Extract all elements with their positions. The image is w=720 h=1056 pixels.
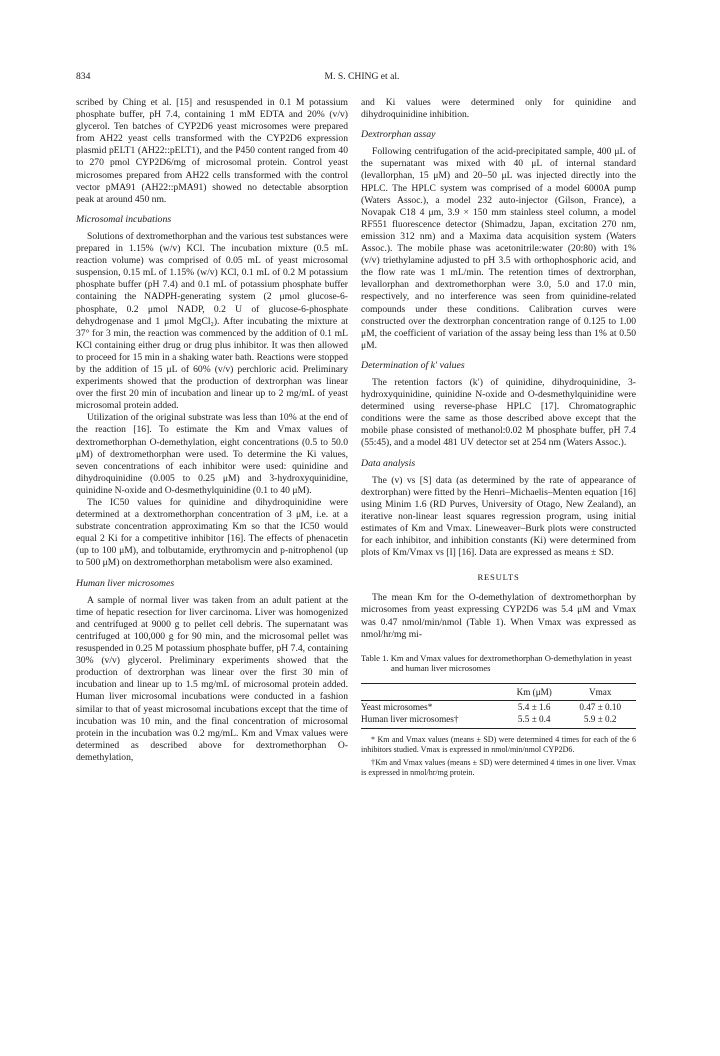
kinetics-table (361, 683, 636, 729)
paragraph: A sample of normal liver was taken from an adult patient at the time of hepatic resection for liver carcinoma. Liver was homogenized and centrifuged at 9000 g to pellet cell debris. The supernatant was centrifuged at 100,000 g for 90 min, and the microsomal pellet was resuspended in 0.25 M potassium phosphate buffer, pH 7.4, containing 30% (v/v) glycerol. Preliminary experiments showed that the production of dextrorphan was linear over the first 30 min of incubation and linear up to 1.5 mg/mL of microsomal protein added. Human liver microsomal incubations were conducted in a fashion similar to that of yeast microsomal incubations except that the time of incubation was 10 min, and the final concentration of microsomal protein in the incubation was 0.2 mg/mL. Km and Vmax values were determined as described above for dextromethorphan O-demethylation, (76, 594, 348, 763)
table-cell: 5.5 ± 0.4 (504, 713, 564, 728)
section-heading-dextrorphan-assay: Dextrorphan assay (361, 129, 436, 141)
table-header-cell: Vmax (564, 683, 636, 700)
paragraph: Following centrifugation of the acid-precipitated sample, 400 μL of the supernatant was mixed with 40 μL of internal standard (levallorphan, 15 μM) and 20–50 μL was injected directly into the HPLC. The HPLC system was comprised of a model 6000A pump (Waters Assoc.), a model 232 auto-injector (Gilson, France), a Novapak C18 4 μm, 3.9 × 150 mm stainless steel column, a model RF551 fluorescence detector (Shimadzu, Japan, excitation 270 nm, emission 312 nm) and a Maxima data acquisition system (Waters Assoc.). The mobile phase was acetonitrile:water (20:80) with 1% (v/v) triethylamine adjusted to pH 3.5 with orthophosphoric acid, and the flow rate was 1 mL/min. The retention times of dextrorphan, levallorphan and dextromethorphan were 3.0, 5.0 and 17.0 min, respectively, and no interference was seen from quinidine-related compounds under these conditions. Calibration curves were constructed over the dextrorphan concentration range of 0.125 to 1.00 μM, the coefficient of variation of the assay being less than 1% at 0.50 μM. (361, 146, 636, 351)
paragraph: and Ki values were determined only for quinidine and dihydroquinidine inhibition. (361, 97, 636, 121)
table-header-cell (361, 683, 504, 700)
paragraph: The IC50 values for quinidine and dihydroquinidine were determined at a dextromethorphan concentration of 3 μM, i.e. at a substrate concentration approximating Km so that the IC50 would equal 2 Ki for a competitive inhibitor [16]. The effects of phenacetin (up to 100 μM), and tolbutamide, erythromycin and p-nitrophenol (up to 500 μM) on dextromethorphan metabolism were also examined. (76, 497, 348, 569)
paragraph: scribed by Ching et al. [15] and resuspended in 0.1 M potassium phosphate buffer, pH 7.4, containing 1 mM EDTA and 20% (v/v) glycerol. Ten batches of CYP2D6 yeast microsomes were prepared from AH22 yeast cells transformed with the CYP2D6 expression plasmid pELT1 (AH22::pELT1), and the P450 content ranged from 40 to 270 pmol CYP2D6/mg of microsomal protein. Control yeast microsomes prepared from AH22 cells transformed with the control vector pMA91 (AH22::pMA91) showed no detectable absorption peak at around 450 nm. (76, 97, 348, 205)
section-heading-results: RESULTS (477, 572, 520, 583)
table-cell: 5.4 ± 1.6 (517, 701, 551, 712)
paragraph: The retention factors (k′) of quinidine, dihydroquinidine, 3-hydroxyquinidine, quinidine N-oxide and O-desmethylquinidine were determined using reverse-phase HPLC [17]. Chromatographic conditions were the same as those described above except that the mobile phase consisted of methanol:0.02 M phosphate buffer, pH 7.4 (55:45), and a model 481 UV detector set at 254 nm (Waters Assoc.). (361, 376, 636, 449)
section-heading-microsomal-incubations: Microsomal incubations (76, 213, 172, 225)
section-heading-k-prime: Determination of k′ values (361, 359, 465, 371)
table-row (361, 713, 636, 728)
table-cell: 0.47 ± 0.10 (579, 701, 622, 712)
right-column (361, 97, 636, 779)
paragraph: Utilization of the original substrate was less than 10% at the end of the reaction [16]. To estimate the Km and Vmax values of dextromethorphan O-demethylation, eight concentrations (0.5 to 50.0 μM) of dextromethorphan were used. To determine the Ki values, seven concentrations of each inhibitor were used: quinidine and dihydroquinidine (0.005 to 0.25 μM) and 3-hydroxyquinidine, quinidine N-oxide and O-desmethylquinidine (0.1 to 40 μM). (76, 412, 348, 496)
table-cell: Yeast microsomes* (361, 701, 433, 712)
section-heading-data-analysis: Data analysis (361, 457, 416, 469)
running-head: M. S. CHING et al. (324, 71, 400, 82)
section-heading-human-liver-microsomes: Human liver microsomes (76, 577, 175, 589)
table-1 (361, 653, 636, 779)
paragraph: The mean Km for the O-demethylation of dextromethorphan by microsomes from yeast expressing CYP2D6 was 5.4 μM and Vmax was 0.47 nmol/min/nmol (Table 1). When Vmax was expressed as nmol/hr/mg mi- (361, 592, 636, 640)
table-header-cell: Km (μM) (504, 683, 564, 700)
page-header (76, 71, 648, 85)
table-header-row (361, 683, 636, 700)
table-cell: 5.9 ± 0.2 (564, 713, 636, 728)
left-column (76, 97, 348, 764)
table-cell: Human liver microsomes† (361, 713, 504, 728)
page-number: 834 (76, 71, 91, 82)
table-caption: Table 1. Km and Vmax values for dextromethorphan O-demethylation in yeast and human liver microsomes (361, 652, 632, 674)
table-footnote: * Km and Vmax values (means ± SD) were determined 4 times for each of the 6 inhibitors studied. Vmax is expressed in nmol/min/nmol CYP2D6. (361, 734, 636, 754)
paragraph: Solutions of dextromethorphan and the various test substances were prepared in 1.15% (w/v) KCl. The incubation mixture (0.5 mL reaction volume) was comprised of 0.05 mL of yeast microsomal suspension, 0.15 mL of 1.15% (w/v) KCl, 0.1 mL of 0.2 M potassium phosphate buffer (pH 7.4) and 0.1 mL of potassium phosphate buffer containing the NADPH-generating system (2 μmol glucose-6-phosphate, 0.2 μmol NADP, 0.2 U of glucose-6-phosphate dehydrogenase and 1 μmol MgCl₂). After incubating the mixture at 37° for 3 min, the reaction was commenced by the addition of 0.1 mL KCl containing either drug or drug plus inhibitor. It was then allowed to proceed for 15 min in a shaking water bath. Reactions were stopped by the addition of 15 μL of 60% (v/v) perchloric acid. Preliminary experiments showed that the production of dextrorphan was linear over the first 20 min of incubation and linear up to 2 mg/mL of yeast microsomal protein added. (76, 230, 348, 412)
paragraph: The (v) vs [S] data (as determined by the rate of appearance of dextrorphan) were fitted by the Henri–Michaelis–Menten equation [16] using Minim 1.6 (RD Purves, University of Otago, New Zealand), an iterative non-linear least squares regression program, using initial estimates of Km and Vmax. Lineweaver–Burk plots were constructed for each inhibitor, and inhibition constants (Ki) were determined from plots of Km/Vmax vs [I] [16]. Data are expressed as means ± SD. (361, 474, 636, 559)
table-row (361, 700, 636, 713)
table-footnote: †Km and Vmax values (means ± SD) were determined 4 times in one liver. Vmax is expressed in nmol/hr/mg protein. (361, 758, 636, 778)
